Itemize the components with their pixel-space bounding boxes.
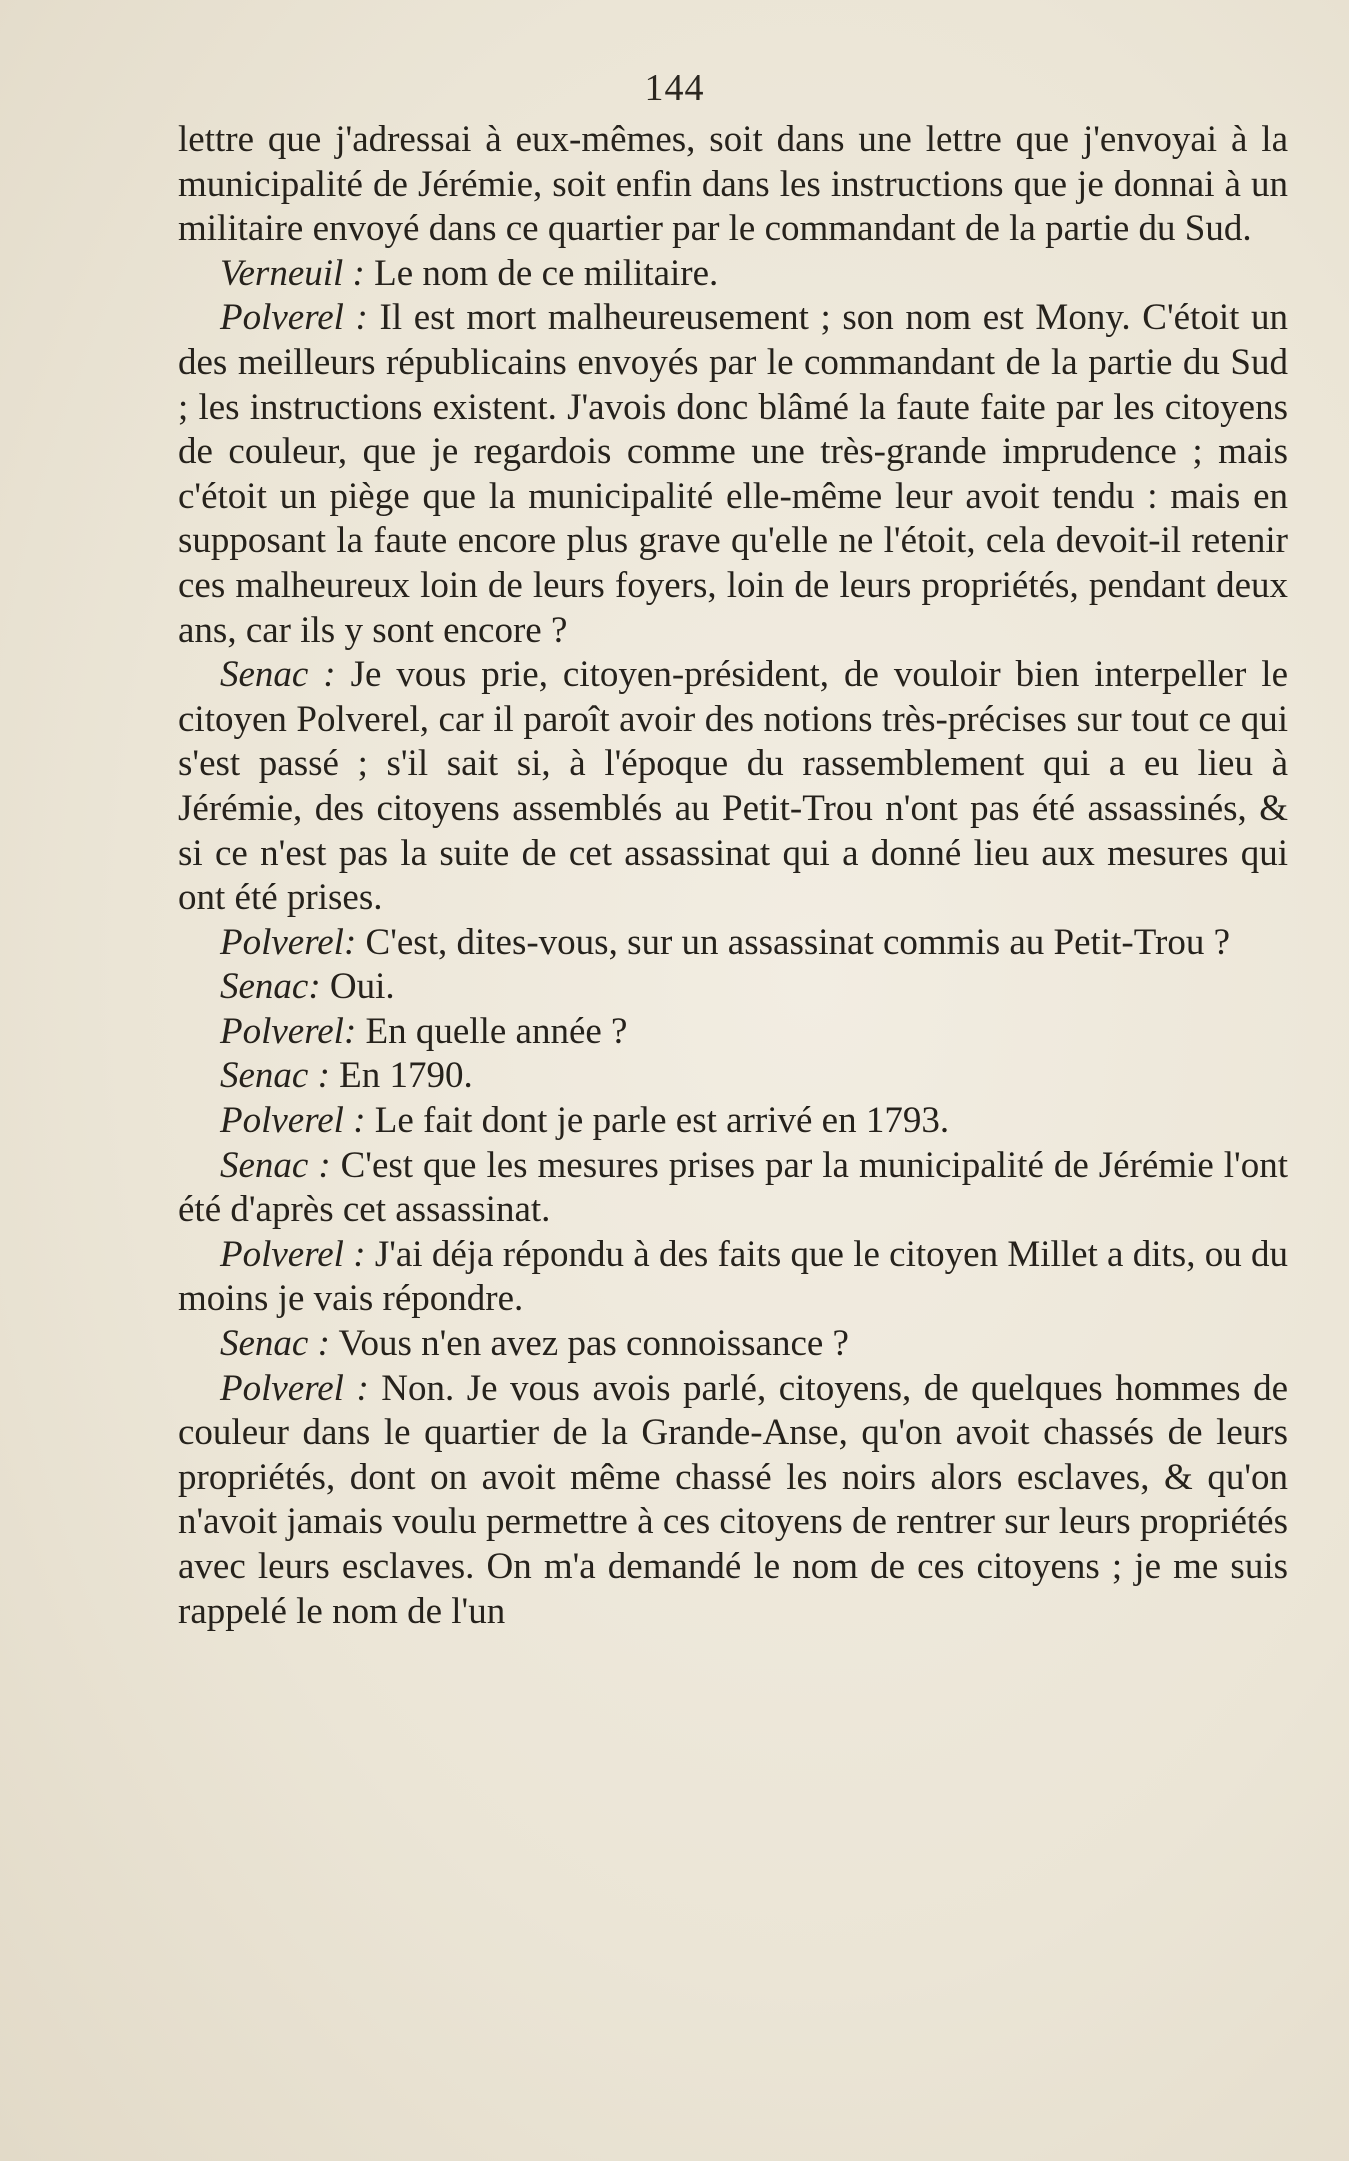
paragraph-text: En 1790. — [329, 1055, 473, 1097]
paragraph-text: C'est, dites-vous, sur un assassinat commis au Petit-Trou ? — [356, 921, 1231, 963]
paragraph — [178, 1367, 1288, 1635]
paragraph-text: Le nom de ce militaire. — [364, 252, 719, 294]
speaker-name: Senac : — [220, 1055, 330, 1097]
paragraph-text: Il est mort malheureusement ; son nom est Mony. C'étoit un des meilleurs républicains envoyés par le commandant de la partie du Sud ; les instructions existent. J'avois donc blâmé la faute faite par les citoyens de couleur, que je regardois comme une très-grande imprudence ; mais c'étoit un piège que la municipalité elle-même leur avoit tendu : mais en supposant la faute encore plus grave qu'elle ne l'étoit, cela devoit-il retenir ces malheureux loin de leurs foyers, loin de leurs propriétés, pendant deux ans, car ils y sont encore ? — [178, 297, 1288, 651]
paragraph — [178, 296, 1288, 653]
paragraph — [178, 1054, 1288, 1099]
speaker-name: Polverel : — [220, 1367, 369, 1409]
paragraph — [178, 1233, 1288, 1322]
paragraph — [178, 1322, 1288, 1367]
speaker-name: Senac : — [220, 654, 336, 696]
paragraph-text: Oui. — [320, 966, 395, 1008]
paragraph — [178, 1010, 1288, 1055]
speaker-name: Polverel : — [220, 1233, 366, 1275]
paragraph — [178, 653, 1288, 921]
paragraph-text: Vous n'en avez pas connoissance ? — [329, 1323, 849, 1365]
paragraph-text: lettre que j'adressai à eux-mêmes, soit dans une lettre que j'envoyai à la municipalité de Jérémie, soit enfin dans les instructions que je donnai à un militaire envoyé dans ce quartier par le commandant de la partie du Sud. — [178, 119, 1288, 250]
paragraph — [178, 1099, 1288, 1144]
paragraph — [178, 1144, 1288, 1233]
paragraph-text: Non. Je vous avois parlé, citoyens, de quelques hommes de couleur dans le quartier de la Grande-Anse, qu'on avoit chassés de leurs propriétés, dont on avoit même chassé les noirs alors esclaves, & qu'on n'avoit jamais voulu permettre à ces citoyens de rentrer sur leurs propriétés avec leurs esclaves. On m'a demandé le nom de ces citoyens ; je me suis rappelé le nom de l'un — [178, 1367, 1288, 1632]
paragraph — [178, 252, 1288, 297]
speaker-name: Polverel : — [220, 1100, 366, 1142]
paragraph — [178, 118, 1288, 252]
speaker-name: Senac : — [220, 1144, 331, 1186]
page-text — [178, 118, 1288, 1634]
speaker-name: Verneuil : — [220, 252, 365, 294]
paragraph-text: C'est que les mesures prises par la municipalité de Jérémie l'ont été d'après cet assassinat. — [178, 1144, 1289, 1231]
speaker-name: Senac : — [220, 1323, 330, 1365]
paragraph-text: En quelle année ? — [356, 1010, 628, 1052]
speaker-name: Senac: — [220, 966, 321, 1008]
speaker-name: Polverel: — [220, 1010, 357, 1052]
speaker-name: Polverel : — [220, 297, 368, 339]
paragraph-text: Je vous prie, citoyen-président, de vouloir bien interpeller le citoyen Polverel, car il paroît avoir des notions très-précises sur tout ce qui s'est passé ; s'il sait si, à l'époque du rassemblement qui a eu lieu à Jérémie, des citoyens assemblés au Petit-Trou n'ont pas été assassinés, & si ce n'est pas la suite de cet assassinat qui a donné lieu aux mesures qui ont été prises. — [178, 654, 1288, 919]
paragraph-text: J'ai déja répondu à des faits que le citoyen Millet a dits, ou du moins je vais répondre. — [178, 1233, 1288, 1320]
page-number: 144 — [644, 67, 705, 109]
paragraph — [178, 965, 1288, 1010]
speaker-name: Polverel: — [220, 921, 357, 963]
paragraph-text: Le fait dont je parle est arrivé en 1793. — [365, 1100, 950, 1142]
paragraph — [178, 921, 1288, 966]
